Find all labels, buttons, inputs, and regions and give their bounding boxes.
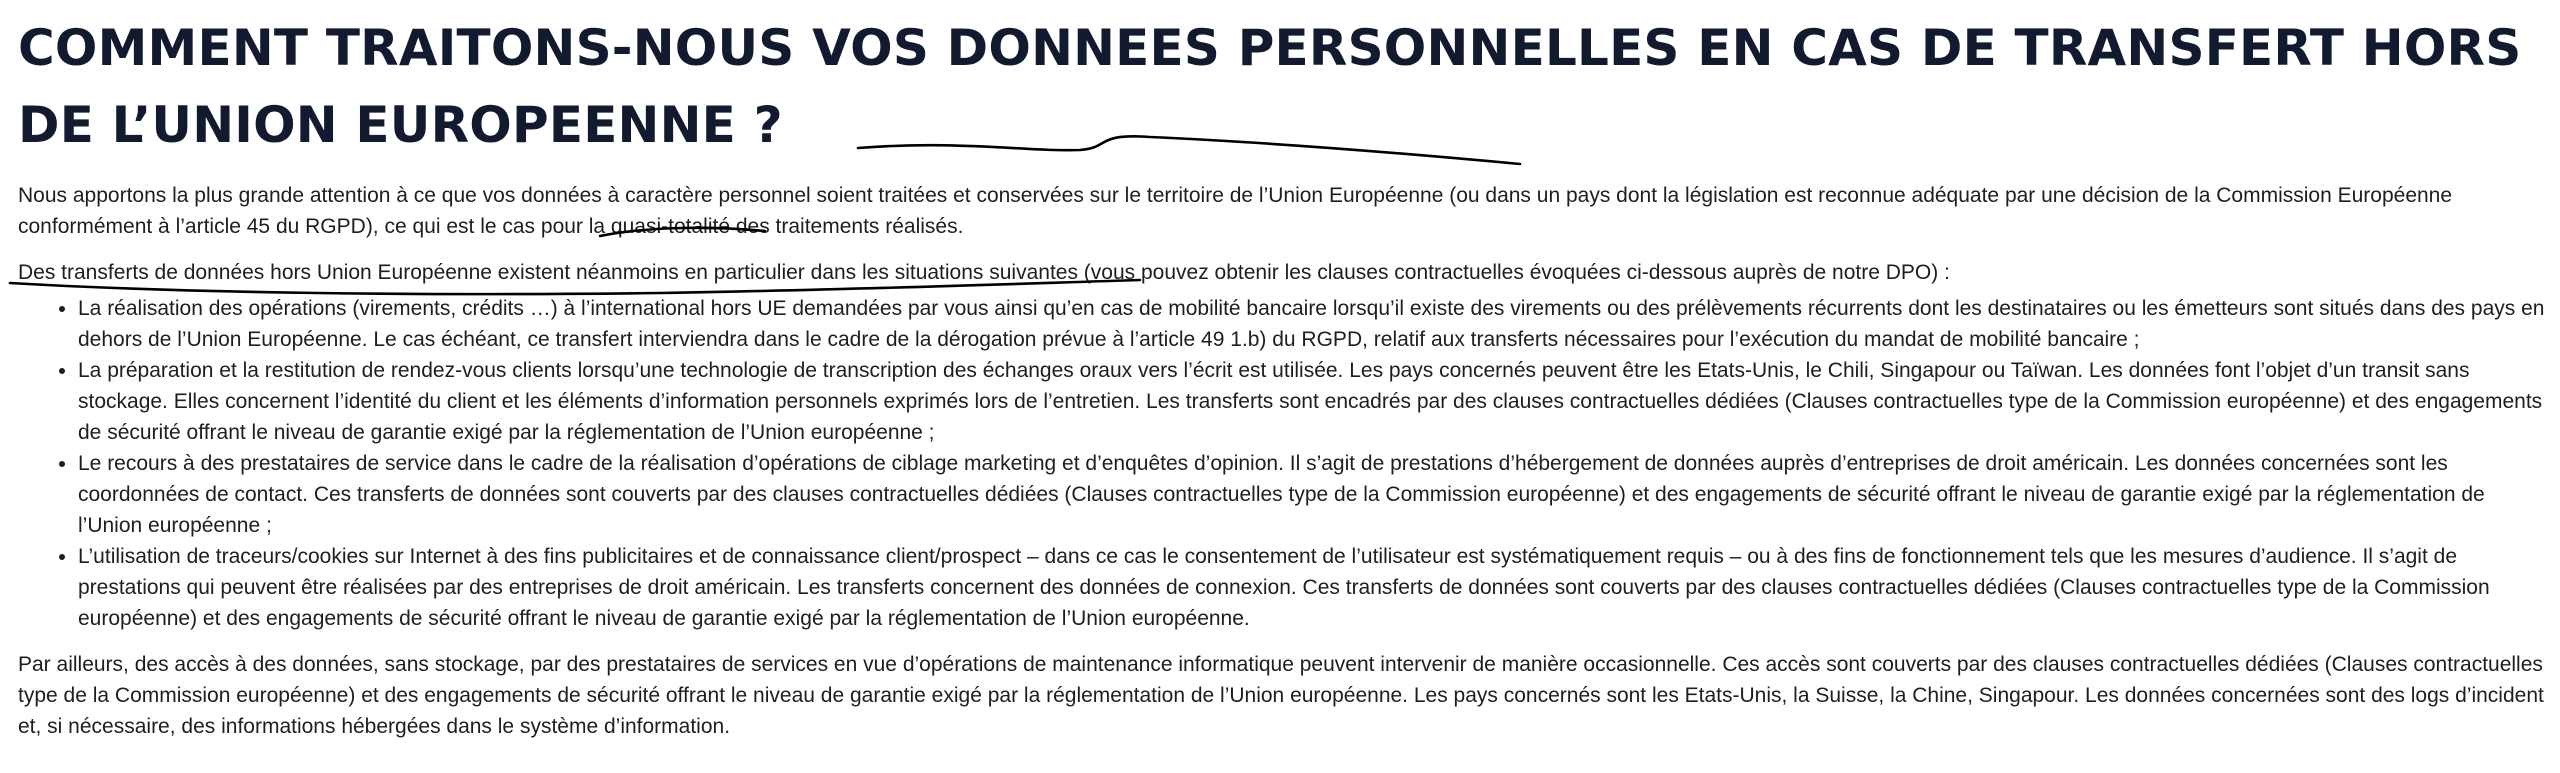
list-item: • La réalisation des opérations (virements, crédits …) à l’international hors UE demandées par vous ainsi qu’en cas de mobilité bancaire lorsqu’il existe des virements ou des prélèvements récurrents dont les destinataires ou les émetteurs sont situés dans des pays en dehors de l’Union Européenne. Le cas échéant, ce transfert interviendra dans le cadre de la dérogation prévue à l’article 49 1.b) du RGPD, relatif aux transferts nécessaires pour l’exécution du mandat de mobilité bancaire ; — [78, 293, 2548, 355]
transfers-intro-paragraph: Des transferts de données hors Union Européenne existent néanmoins en particulier dans les situations suivantes (vous pouvez obtenir les clauses contractuelles évoquées ci-dessous auprès de notre DPO) : — [18, 261, 1950, 284]
document-page — [18, 0, 2548, 742]
list-item: • L’utilisation de traceurs/cookies sur Internet à des fins publicitaires et de connaissance client/prospect – dans ce cas le consentement de l’utilisateur est systématiquement requis – ou à des fins de fonctionnement tels que les mesures d’audience. Il s’agit de prestations qui peuvent être réalisées par des entreprises de droit américain. Les transferts concernent des données de connexion. Ces transferts de données sont couverts par des clauses contractuelles dédiées (Clauses contractuelles type de la Commission européenne) et des engagements de sécurité offrant le niveau de garantie exigé par la réglementation de l’Union européenne. — [78, 541, 2548, 634]
intro-paragraph: Nous apportons la plus grande attention à ce que vos données à caractère personnel soient traitées et conservées sur le territoire de l’Union Européenne (ou dans un pays dont la législation est reconnue adéquate par une décision de la Commission Européenne conformément à l’article 45 du RGPD), ce qui est le cas pour la quasi-totalité des traitements réalisés. — [18, 184, 2453, 238]
list-item: • La préparation et la restitution de rendez-vous clients lorsqu’une technologie de transcription des échanges oraux vers l’écrit est utilisée. Les pays concernés peuvent être les Etats-Unis, le Chili, Singapour ou Taïwan. Les données font l’objet d’un transit sans stockage. Elles concernent l’identité du client et les éléments d’information personnels exprimés lors de l’entretien. Les transferts sont encadrés par des clauses contractuelles dédiées (Clauses contractuelles type de la Commission européenne) et des engagements de sécurité offrant le niveau de garantie exigé par la réglementation de l’Union européenne ; — [78, 355, 2548, 448]
page-title: COMMENT TRAITONS-NOUS VOS DONNEES PERSONNELLES EN CAS DE TRANSFERT HORS DE L’UNION EUROPEENNE ? — [18, 19, 2522, 154]
maintenance-paragraph: Par ailleurs, des accès à des données, sans stockage, par des prestataires de services en vue d’opérations de maintenance informatique peuvent intervenir de manière occasionnelle. Ces accès sont couverts par des clauses contractuelles dédiées (Clauses contractuelles type de la Commission européenne) et des engagements de sécurité offrant le niveau de garantie exigé par la réglementation de l’Union européenne. Les pays concernés sont les Etats-Unis, la Suisse, la Chine, Singapour. Les données concernées sont des logs d’incident et, si nécessaire, des informations hébergées dans le système d’information. — [18, 653, 2544, 738]
list-item: • Le recours à des prestataires de service dans le cadre de la réalisation d’opérations de ciblage marketing et d’enquêtes d’opinion. Il s’agit de prestations d’hébergement de données auprès d’entreprises de droit américain. Les données concernées sont les coordonnées de contact. Ces transferts de données sont couverts par des clauses contractuelles dédiées (Clauses contractuelles type de la Commission européenne) et des engagements de sécurité offrant le niveau de garantie exigé par la réglementation de l’Union européenne ; — [78, 448, 2548, 541]
situations-list — [18, 293, 2548, 634]
